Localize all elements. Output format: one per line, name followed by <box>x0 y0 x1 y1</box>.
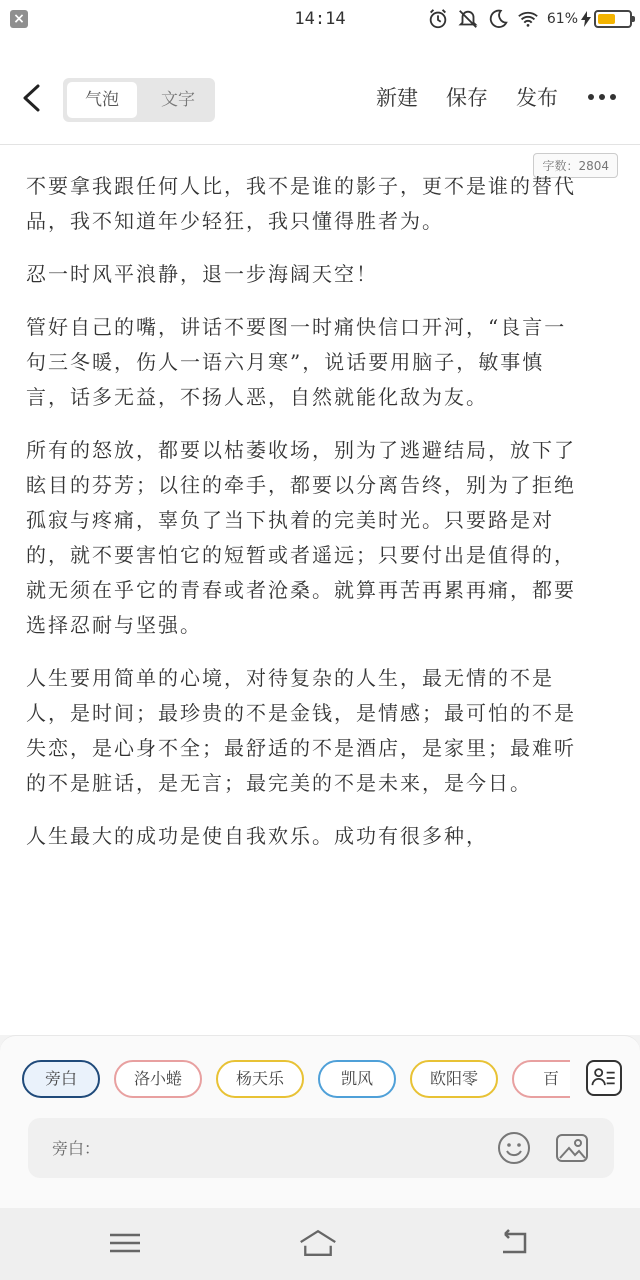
chevron-left-icon[interactable] <box>18 83 48 113</box>
character-chip[interactable]: 百 <box>512 1060 570 1098</box>
mute-icon <box>457 8 479 30</box>
paragraph[interactable]: 人生要用简单的心境，对待复杂的人生，最无情的不是人，是时间；最珍贵的不是金钱，是情感；最可怕的不是失恋，是心身不全；最舒适的不是酒店，是家里；最难听的不是脏话，是无言；最完美的不是未来，是今日。 <box>26 666 576 795</box>
character-chip[interactable]: 凯风 <box>318 1060 396 1098</box>
tab-text[interactable]: 文字 <box>161 90 195 110</box>
mode-segmented-control <box>63 78 215 122</box>
paragraph[interactable]: 人生最大的成功是使自我欢乐。成功有很多种， <box>26 824 488 848</box>
back-arrow-icon[interactable] <box>495 1226 535 1260</box>
character-panel <box>0 1035 640 1208</box>
moon-icon <box>487 8 509 30</box>
tab-bubble[interactable]: 气泡 <box>67 82 137 118</box>
battery-fill <box>598 14 615 24</box>
system-nav-bar <box>0 1208 640 1280</box>
status-bar <box>0 0 640 40</box>
editor-content[interactable] <box>0 145 640 1035</box>
more-dots-icon[interactable] <box>588 94 616 100</box>
wifi-icon <box>517 8 539 30</box>
alarm-icon <box>427 8 449 30</box>
character-chip[interactable]: 旁白 <box>22 1060 100 1098</box>
home-icon[interactable] <box>298 1226 338 1260</box>
paragraph-list <box>26 169 586 872</box>
word-count-badge: 字数：2804 <box>533 153 618 178</box>
character-list-icon[interactable] <box>586 1060 622 1096</box>
save-button[interactable]: 保存 <box>446 86 488 110</box>
character-chip-list <box>22 1060 570 1100</box>
toolbar-actions <box>376 82 616 112</box>
status-time: 14:14 <box>294 9 346 29</box>
dialog-input[interactable] <box>28 1118 614 1178</box>
battery-indicator <box>547 10 632 28</box>
status-icons <box>427 8 632 30</box>
character-chip[interactable]: 洛小蜷 <box>114 1060 202 1098</box>
charging-icon <box>581 11 591 27</box>
battery-icon <box>594 10 632 28</box>
publish-button[interactable]: 发布 <box>516 86 558 110</box>
character-chip[interactable]: 欧阳零 <box>410 1060 498 1098</box>
menu-icon[interactable] <box>105 1226 145 1260</box>
close-box-icon[interactable]: × <box>10 10 28 28</box>
paragraph[interactable]: 管好自己的嘴，讲话不要图一时痛快信口开河，“良言一句三冬暖，伤人一语六月寒”，说话要用脑子，敏事慎言，话多无益，不扬人恶，自然就能化敌为友。 <box>26 315 567 409</box>
new-button[interactable]: 新建 <box>376 86 418 110</box>
character-chip[interactable]: 杨天乐 <box>216 1060 304 1098</box>
paragraph[interactable]: 不要拿我跟任何人比，我不是谁的影子，更不是谁的替代品，我不知道年少轻狂，我只懂得胜者为。 <box>26 174 576 233</box>
paragraph[interactable]: 所有的怒放，都要以枯萎收场，别为了逃避结局，放下了眩目的芬芳；以往的牵手，都要以分离告终，别为了拒绝孤寂与疼痛，辜负了当下执着的完美时光。只要路是对的，就不要害怕它的短暂或者遥远；只要付出是值得的，就无须在乎它的青春或者沧桑。就算再苦再累再痛，都要选择忍耐与坚强。 <box>26 438 576 637</box>
smiley-icon[interactable] <box>496 1130 532 1166</box>
image-icon[interactable] <box>554 1130 590 1166</box>
paragraph[interactable]: 忍一时风平浪静，退一步海阔天空！ <box>26 262 378 286</box>
battery-percent: 61% <box>546 11 578 27</box>
input-speaker-label: 旁白： <box>52 1139 101 1158</box>
